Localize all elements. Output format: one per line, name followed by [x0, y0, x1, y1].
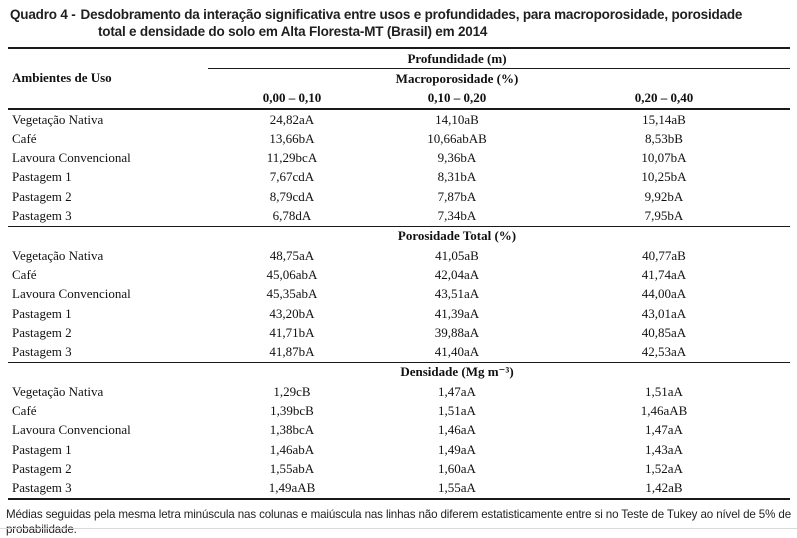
value-cell: 6,78dA — [272, 208, 312, 224]
table-caption — [0, 0, 797, 44]
value-cell: 8,53bB — [645, 130, 683, 146]
value-cell: 8,31bA — [437, 169, 477, 185]
value-cell: 41,71bA — [269, 324, 315, 340]
value-cell: 41,05aB — [435, 247, 479, 263]
value-cell: 7,87bA — [437, 188, 477, 204]
row-label: Café — [12, 402, 37, 418]
value-cell: 45,06abA — [266, 266, 318, 282]
row-label: Pastagem 1 — [12, 305, 72, 321]
value-cell: 1,46aA — [438, 422, 476, 438]
row-label: Pastagem 1 — [12, 441, 72, 457]
table-row — [8, 168, 790, 187]
value-cell: 24,82aA — [269, 111, 315, 127]
table-row — [8, 382, 790, 401]
value-cell: 14,10aB — [435, 111, 479, 127]
value-cell: 1,42aB — [645, 480, 683, 496]
row-label: Pastagem 2 — [12, 324, 72, 340]
value-cell: 45,35abA — [266, 286, 318, 302]
footnote-line-2: probabilidade. — [6, 523, 77, 537]
row-label: Pastagem 3 — [12, 344, 72, 360]
row-label: Lavoura Convencional — [12, 422, 131, 438]
value-cell: 7,95bA — [644, 208, 684, 224]
spacer-cell — [8, 362, 208, 382]
section-porosidade-total — [8, 226, 790, 362]
value-cell: 1,51aA — [438, 402, 476, 418]
value-cell: 11,29bcA — [266, 150, 318, 166]
value-cell: 13,66bA — [269, 130, 315, 146]
value-cell: 1,49aA — [438, 441, 476, 457]
value-cell: 40,85aA — [641, 324, 687, 340]
value-cell: 42,04aA — [434, 266, 480, 282]
row-label: Pastagem 1 — [12, 169, 72, 185]
row-label: Lavoura Convencional — [12, 150, 131, 166]
table-row — [8, 342, 790, 362]
value-cell: 7,67cdA — [269, 169, 315, 185]
value-cell: 1,55aA — [438, 480, 476, 496]
table-row — [8, 285, 790, 304]
section-header-row — [8, 362, 790, 382]
table-row — [8, 401, 790, 420]
value-cell: 15,14aB — [642, 111, 686, 127]
row-label: Café — [12, 130, 37, 146]
value-cell: 1,60aA — [438, 460, 476, 476]
value-cell: 43,51aA — [434, 286, 480, 302]
spacer-cell — [208, 69, 376, 89]
section-macroporosidade — [8, 109, 790, 226]
value-cell: 41,74aA — [641, 266, 687, 282]
section-header-row — [8, 226, 790, 246]
value-cell: 1,47aA — [438, 383, 476, 399]
depth-header-cell: Profundidade (m) — [376, 48, 538, 69]
value-cell: 7,34bA — [437, 208, 477, 224]
caption-line-1 — [10, 7, 783, 24]
row-label: Vegetação Nativa — [12, 247, 104, 263]
table-row — [8, 304, 790, 323]
table-row — [8, 129, 790, 148]
footnote-line-1: Médias seguidas pela mesma letra minúscula nas colunas e maiúscula nas linhas não diferem estatisticamente entre si no Teste de Tukey ao nível de 5% de — [6, 507, 791, 521]
column-header-cell: 0,00 – 0,10 — [208, 89, 376, 109]
value-cell: 44,00aA — [641, 286, 687, 302]
row-label: Pastagem 3 — [12, 480, 72, 496]
depth-header-row — [8, 48, 790, 69]
spacer-cell — [208, 362, 376, 382]
value-cell: 8,79cdA — [269, 188, 315, 204]
spacer-cell — [538, 362, 790, 382]
value-cell: 1,29cB — [273, 383, 311, 399]
spacer-cell — [208, 48, 376, 69]
row-label: Vegetação Nativa — [12, 111, 104, 127]
table-row — [8, 440, 790, 459]
table-row — [8, 421, 790, 440]
row-label: Vegetação Nativa — [12, 383, 104, 399]
data-table — [8, 47, 790, 500]
table-row — [8, 265, 790, 284]
spacer-cell — [538, 48, 790, 69]
value-cell: 1,38bcA — [269, 422, 315, 438]
value-cell: 1,47aA — [645, 422, 683, 438]
value-cell: 9,92bA — [644, 188, 684, 204]
table-row — [8, 323, 790, 342]
value-cell: 43,01aA — [641, 305, 687, 321]
value-cell: 1,51aA — [645, 383, 683, 399]
caption-line-2: total e densidade do solo em Alta Floresta-MT (Brasil) em 2014 — [98, 23, 488, 39]
spacer-cell — [538, 69, 790, 89]
value-cell: 1,39bcB — [270, 402, 314, 418]
value-cell: 1,52aA — [645, 460, 683, 476]
spacer-cell — [208, 226, 376, 246]
row-label: Pastagem 2 — [12, 188, 72, 204]
value-cell: 10,25bA — [641, 169, 687, 185]
value-cell: 41,39aA — [434, 305, 480, 321]
table-row — [8, 459, 790, 478]
row-label: Café — [12, 266, 37, 282]
caption-label: Quadro 4 - — [10, 7, 76, 22]
value-cell: 9,36bA — [437, 150, 477, 166]
section-header-cell: Macroporosidade (%) — [395, 70, 519, 86]
spacer-cell — [538, 226, 790, 246]
section-header-cell: Porosidade Total (%) — [376, 226, 538, 246]
section-header-cell: Densidade (Mg m⁻³) — [376, 362, 538, 382]
column-header-cell: 0,10 – 0,20 — [376, 89, 538, 109]
table-header-block — [8, 48, 790, 109]
value-cell: 41,40aA — [434, 344, 480, 360]
value-cell: 1,43aA — [645, 441, 683, 457]
table-footnote — [6, 507, 791, 538]
value-cell: 10,07bA — [641, 150, 687, 166]
table-row — [8, 148, 790, 167]
value-cell: 1,49aAB — [268, 480, 316, 496]
column-header-cell: 0,20 – 0,40 — [538, 89, 790, 109]
value-cell: 40,77aB — [642, 247, 686, 263]
table-row — [8, 479, 790, 499]
value-cell: 10,66abAB — [427, 130, 487, 146]
table-row — [8, 187, 790, 206]
row-label: Pastagem 3 — [12, 208, 72, 224]
value-cell: 1,46abA — [269, 441, 315, 457]
table-row — [8, 206, 790, 226]
table-row — [8, 109, 790, 129]
caption-text: Desdobramento da interação significativa entre usos e profundidades, para macroporosidade, porosidade — [80, 7, 743, 22]
value-cell: 1,55abA — [269, 460, 315, 476]
row-header-cell: Ambientes de Uso — [8, 48, 208, 109]
spacer-cell — [8, 226, 208, 246]
row-label: Pastagem 2 — [12, 460, 72, 476]
value-cell: 41,87bA — [269, 344, 315, 360]
value-cell: 48,75aA — [269, 247, 315, 263]
table-row — [8, 246, 790, 265]
value-cell: 39,88aA — [434, 324, 480, 340]
value-cell: 42,53aA — [641, 344, 687, 360]
value-cell: 43,20bA — [269, 305, 315, 321]
section-densidade — [8, 362, 790, 499]
row-label: Lavoura Convencional — [12, 286, 131, 302]
value-cell: 1,46aAB — [640, 402, 688, 418]
